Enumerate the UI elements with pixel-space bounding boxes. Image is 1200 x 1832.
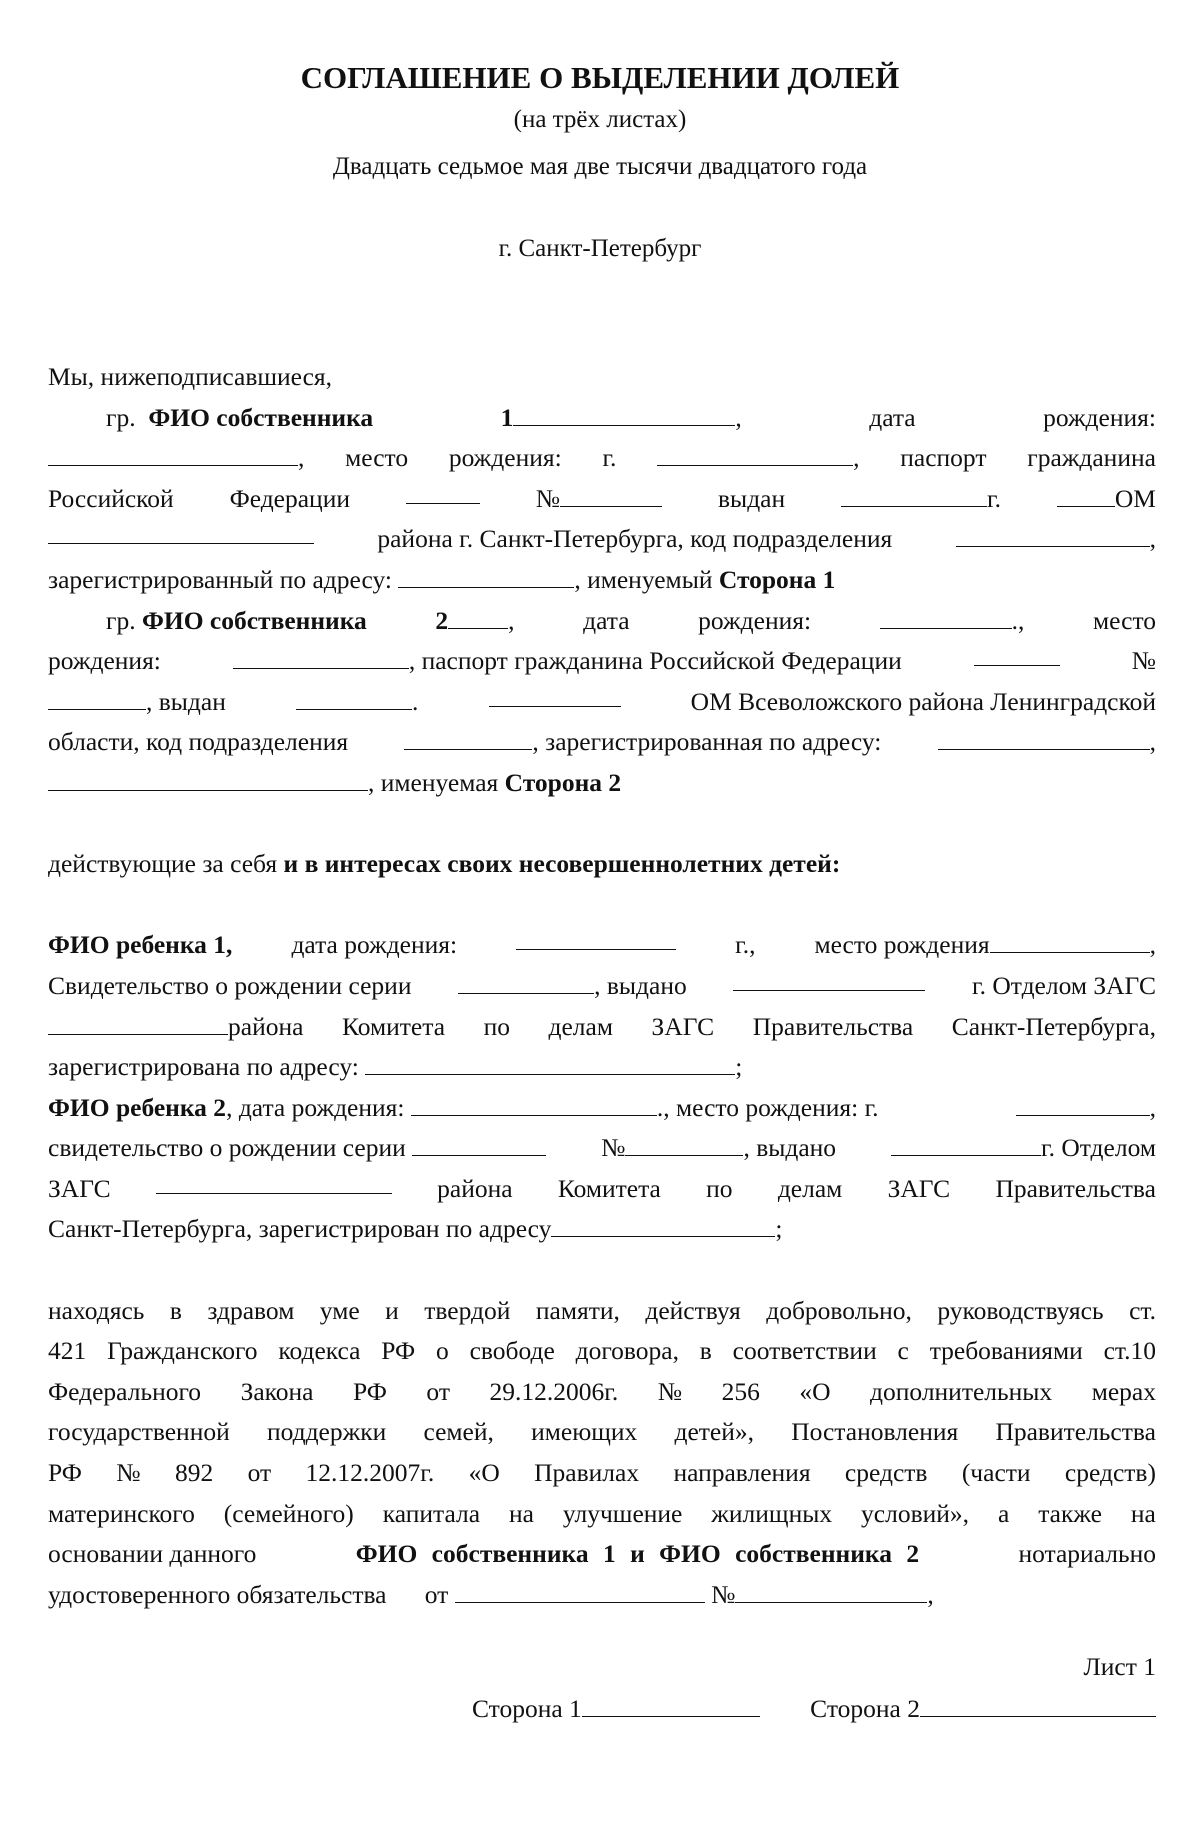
basis-word: на <box>1130 1498 1156 1528</box>
child2-registered: Санкт-Петербурга, зарегистрирован по адресу <box>48 1214 552 1244</box>
document-date: Двадцать седьмое мая две тысячи двадцатого года <box>332 153 868 180</box>
basis-word: и <box>385 1295 399 1325</box>
basis-line <box>48 1412 1156 1453</box>
party1-country1: Российской <box>48 483 174 513</box>
child1-cert-series-blank[interactable] <box>458 969 594 994</box>
party1-registered: зарегистрированный по адресу: <box>48 564 392 594</box>
basis-line <box>48 1291 1156 1332</box>
child2-end: ; <box>775 1214 783 1244</box>
party2-issue-date-blank[interactable] <box>296 685 412 710</box>
basis-word: руководствуясь <box>937 1295 1104 1325</box>
basis-word: средств <box>844 1458 928 1488</box>
basis-word: памяти, <box>535 1295 620 1325</box>
basis-line <box>48 1453 1156 1494</box>
party2-signature-label: Сторона 2 <box>810 1694 920 1723</box>
child2-zags: г. Отделом <box>1041 1133 1156 1163</box>
child2-line-4 <box>48 1209 1156 1250</box>
basis-line-8 <box>48 1575 1156 1616</box>
party1-passport-label2: гражданина <box>1027 443 1156 473</box>
basis-word: Закона <box>240 1376 314 1406</box>
party2-passport-text: , паспорт гражданина Российской Федерации <box>408 646 902 676</box>
child2-word: района <box>437 1173 513 1203</box>
basis-word: РФ <box>381 1336 416 1366</box>
signature-block <box>472 1692 1156 1724</box>
basis-word: находясь <box>48 1295 145 1325</box>
party1-party-name: Сторона 1 <box>718 564 836 594</box>
acting-plain: действующие за себя <box>48 849 278 879</box>
party1-birthplace-label: место <box>345 443 409 473</box>
basis-word: соответствии <box>732 1336 877 1366</box>
child1-birthplace-label: место рождения <box>814 930 990 960</box>
party2-birthplace-label2: рождения: <box>48 646 161 676</box>
basis-word: № <box>116 1458 141 1488</box>
party2-issued: , выдан <box>146 686 226 716</box>
party2-birthplace-label: место <box>1093 605 1156 635</box>
basis-number-sign: № <box>711 1579 736 1609</box>
party1-birth-label2: рождения: <box>1043 402 1156 432</box>
basis-word: РФ <box>48 1458 82 1488</box>
basis-line-7 <box>48 1534 1156 1575</box>
party2-om-blank[interactable] <box>489 682 621 707</box>
basis-word: Правительства <box>995 1417 1156 1447</box>
child1-end: ; <box>735 1052 743 1082</box>
basis-word: кодекса <box>278 1336 361 1366</box>
child2-word: Правительства <box>995 1173 1156 1203</box>
basis-word: уме <box>319 1295 360 1325</box>
basis-word: дополнительных <box>870 1376 1053 1406</box>
party1-city-prefix: г. <box>602 443 617 473</box>
party2-party-name: Сторона 2 <box>504 767 622 797</box>
party1-signature <box>472 1692 760 1724</box>
basis-word: капитала <box>382 1498 481 1528</box>
basis-word: «О <box>468 1458 500 1488</box>
child2-birth-date-label: , дата рождения: <box>226 1092 405 1122</box>
party1-district-blank[interactable] <box>48 519 314 544</box>
party1-district-text: района г. Санкт-Петербурга, код подразделения <box>377 524 893 554</box>
document-subtitle: (на трёх листах) <box>513 106 687 133</box>
child2-line-1: ФИО ребенка 2, дата рождения: ., место рождения: г. , <box>48 1092 1156 1122</box>
basis-word: условий», <box>861 1498 970 1528</box>
party1-signature-blank[interactable] <box>582 1692 760 1717</box>
party1-line-2: , место рождения: г. , паспорт гражданина <box>48 438 1156 479</box>
party2-dot: . <box>412 686 419 716</box>
party1-line-1: гр. ФИО собственника 1 , дата рождения: <box>48 398 1156 439</box>
child2-zags2: ЗАГС <box>48 1173 111 1203</box>
child1-issue-date-blank[interactable] <box>733 966 925 991</box>
party1-signature-label: Сторона 1 <box>471 1694 582 1723</box>
party2-birthplace-blank[interactable] <box>233 644 409 669</box>
basis-word: а <box>997 1498 1010 1528</box>
basis-word: здравом <box>207 1295 295 1325</box>
child1-cert-text: Свидетельство о рождении серии <box>48 970 412 1000</box>
basis-word: требованиями <box>929 1336 1083 1366</box>
party2-passport-number-blank[interactable] <box>48 685 146 710</box>
child2-address-blank[interactable] <box>551 1212 775 1237</box>
basis-word: жилищных <box>711 1498 833 1528</box>
child1-name-label: ФИО ребенка 1, <box>48 930 233 960</box>
basis-word: добровольно, <box>766 1295 912 1325</box>
party2-om-text: ОМ Всеволожского района Ленинградской <box>690 686 1156 716</box>
party2-line-4: области, код подразделения , зарегистрированная по адресу: , <box>48 722 1156 763</box>
basis-word: договора, <box>575 1336 679 1366</box>
party1-line-5 <box>48 560 1156 601</box>
party1-birth-label: дата <box>869 402 916 432</box>
basis-word: Правилах <box>534 1458 640 1488</box>
basis-word: ст. <box>1129 1295 1156 1325</box>
party2-registered: , зарегистрированная по адресу: <box>532 727 882 757</box>
child2-word: ЗАГС <box>887 1173 951 1203</box>
party1-code-blank[interactable] <box>956 522 1150 547</box>
basis-owners: ФИО собственника 1 и ФИО собственника 2 <box>355 1539 920 1569</box>
child1-birth-date-label: дата рождения: <box>291 930 458 960</box>
party1-om: ОМ <box>1114 483 1156 513</box>
child1-year-suffix: г., <box>735 930 756 960</box>
child1-district-blank[interactable] <box>48 1010 228 1035</box>
basis-word: Постановления <box>791 1417 959 1447</box>
child2-issue-date-blank[interactable] <box>891 1131 1041 1156</box>
basis-word: Гражданского <box>107 1336 258 1366</box>
party2-name-blank[interactable] <box>448 604 508 629</box>
child2-date-suffix: ., место рождения: г. <box>656 1092 879 1122</box>
basis-word: с <box>897 1336 909 1366</box>
basis-word: на <box>508 1498 534 1528</box>
child1-birthdate-blank[interactable] <box>516 925 676 950</box>
party1-country2: Федерации <box>229 483 350 513</box>
child1-address-blank[interactable] <box>365 1050 735 1075</box>
party1-passport-series-blank[interactable] <box>406 479 480 504</box>
basis-word: 12.12.2007г. <box>305 1458 435 1488</box>
basis-word: ст.10 <box>1103 1336 1156 1366</box>
basis-word: улучшение <box>562 1498 683 1528</box>
basis-word: действуя <box>645 1295 741 1325</box>
intro-text: Мы, нижеподписавшиеся, <box>48 362 333 391</box>
party2-number-sign: № <box>1131 646 1156 676</box>
child2-birthplace-blank[interactable] <box>1016 1091 1150 1116</box>
party2-named: , именуемая <box>368 767 499 797</box>
basis-word: «О <box>799 1376 831 1406</box>
party2-address-blank[interactable] <box>938 725 1150 750</box>
party2-line-5 <box>48 763 1156 804</box>
basis-word: твердой <box>424 1295 511 1325</box>
party1-address-blank[interactable] <box>398 563 574 588</box>
basis-word: семей, <box>423 1417 494 1447</box>
child1-line-1: ФИО ребенка 1, дата рождения: г., место рождения , <box>48 925 1156 966</box>
basis-word: государственной <box>48 1417 230 1447</box>
party1-birthplace-blank[interactable] <box>657 441 853 466</box>
parties-section <box>48 357 1156 1615</box>
party2-line-3 <box>48 682 1156 723</box>
child2-cert-text: свидетельство о рождении серии <box>48 1133 406 1163</box>
party2-code-blank[interactable] <box>404 725 532 750</box>
basis-last-before: основании данного <box>48 1539 257 1569</box>
basis-word: РФ <box>352 1376 387 1406</box>
basis-number-blank[interactable] <box>735 1578 927 1603</box>
basis-date-blank[interactable] <box>455 1578 705 1603</box>
basis-word: свободе <box>469 1336 555 1366</box>
party2-address-blank-2[interactable] <box>48 766 368 791</box>
basis-word: 892 <box>174 1458 214 1488</box>
party1-line-3 <box>48 479 1156 520</box>
party2-signature <box>810 1692 1156 1724</box>
basis-word: (семейного) <box>223 1498 354 1528</box>
child2-word: Комитета <box>557 1173 661 1203</box>
child2-birthdate-blank[interactable] <box>411 1091 657 1116</box>
child1-line-3 <box>48 1007 1156 1048</box>
child1-line-2 <box>48 966 1156 1007</box>
child1-issued: , выдано <box>594 970 687 1000</box>
child1-district: района Комитета по делам ЗАГС Правительства Санкт-Петербурга, <box>228 1011 1156 1041</box>
child2-name-label: ФИО ребенка 2 <box>48 1092 227 1122</box>
party1-number-sign: № <box>535 483 561 513</box>
party2-line-1: гр. ФИО собственника 2 , дата рождения: ., место <box>48 601 1156 642</box>
child2-cert-series-blank[interactable] <box>412 1131 546 1156</box>
basis-line <box>48 1372 1156 1413</box>
basis-comma: , <box>927 1579 934 1609</box>
child2-number-sign: № <box>601 1133 626 1163</box>
party1-birthplace-label2: рождения: <box>448 443 562 473</box>
party1-issue-date-blank[interactable] <box>841 482 987 507</box>
party1-prefix: гр. <box>106 402 136 432</box>
intro-line <box>48 357 1156 398</box>
basis-word: от <box>247 1458 272 1488</box>
party2-line-2 <box>48 641 1156 682</box>
party1-birthdate-blank[interactable] <box>48 441 298 466</box>
basis-word: направления <box>673 1458 811 1488</box>
party2-name-label: ФИО собственника <box>141 605 367 635</box>
child1-line-4 <box>48 1047 1156 1088</box>
child2-issued: , выдано <box>743 1133 837 1163</box>
basis-word: материнского <box>48 1498 195 1528</box>
basis-word: 256 <box>721 1376 760 1406</box>
child2-cert-number-blank[interactable] <box>625 1131 743 1156</box>
party2-birthdate-blank[interactable] <box>880 604 1012 629</box>
party2-passport-series-blank[interactable] <box>974 641 1060 666</box>
party1-year-suffix: г. <box>987 483 1001 513</box>
party2-birth-label2: рождения: <box>698 605 812 635</box>
child1-registered: зарегистрирована по адресу: <box>48 1052 359 1082</box>
basis-line <box>48 1331 1156 1372</box>
party1-issued: выдан <box>718 483 786 513</box>
party1-line-4 <box>48 519 1156 560</box>
party1-comma: , <box>1149 524 1156 554</box>
basis-word: также <box>1038 1498 1102 1528</box>
child2-line-2 <box>48 1128 1156 1169</box>
party1-om-blank[interactable] <box>1057 482 1115 507</box>
basis-word: от <box>426 1376 450 1406</box>
party2-birth-label: дата <box>583 605 630 635</box>
basis-word: мерах <box>1091 1376 1156 1406</box>
basis-word: 421 <box>48 1336 87 1366</box>
party1-passport-number-blank[interactable] <box>560 482 662 507</box>
basis-word: (части <box>961 1458 1031 1488</box>
basis-word: имеющих <box>531 1417 638 1447</box>
basis-cert-label: удостоверенного обязательства <box>48 1579 387 1609</box>
basis-word: детей», <box>674 1417 754 1447</box>
party1-named: , именуемый <box>574 564 713 594</box>
acting-line <box>48 844 1156 885</box>
child1-birthplace-blank[interactable] <box>990 928 1150 953</box>
party2-date-suffix: ., <box>1011 605 1025 635</box>
party2-signature-blank[interactable] <box>920 1692 1156 1717</box>
basis-line <box>48 1494 1156 1535</box>
document-city: г. Санкт-Петербург <box>498 235 702 262</box>
child1-zags: г. Отделом ЗАГС <box>972 970 1156 1000</box>
sheet-number: Лист 1 <box>1083 1652 1156 1681</box>
basis-from: от <box>424 1579 449 1609</box>
party1-name-label: ФИО собственника <box>148 402 374 432</box>
party2-number: 2 <box>435 605 449 635</box>
basis-word: № <box>657 1376 683 1406</box>
party1-passport-label: паспорт <box>900 443 987 473</box>
basis-word: в <box>699 1336 712 1366</box>
child2-district-blank[interactable] <box>156 1169 392 1194</box>
child2-word: делам <box>777 1173 843 1203</box>
basis-paragraph <box>48 1291 1156 1535</box>
document-title: СОГЛАШЕНИЕ О ВЫДЕЛЕНИИ ДОЛЕЙ <box>300 60 900 95</box>
basis-word: поддержки <box>266 1417 387 1447</box>
basis-last-after: нотариально <box>1018 1539 1156 1569</box>
party2-region-code: области, код подразделения <box>48 727 349 757</box>
basis-word: 29.12.2006г. <box>489 1376 619 1406</box>
party1-number: 1 <box>500 402 514 432</box>
party2-prefix: гр. <box>106 605 136 635</box>
child2-word: по <box>706 1173 733 1203</box>
basis-word: Федерального <box>48 1376 202 1406</box>
acting-bold: и в интересах своих несовершеннолетних детей: <box>283 849 841 879</box>
child2-line-3 <box>48 1169 1156 1210</box>
basis-word: средств) <box>1064 1458 1156 1488</box>
party1-name-blank[interactable] <box>513 401 735 426</box>
basis-word: о <box>436 1336 449 1366</box>
basis-word: в <box>169 1295 182 1325</box>
